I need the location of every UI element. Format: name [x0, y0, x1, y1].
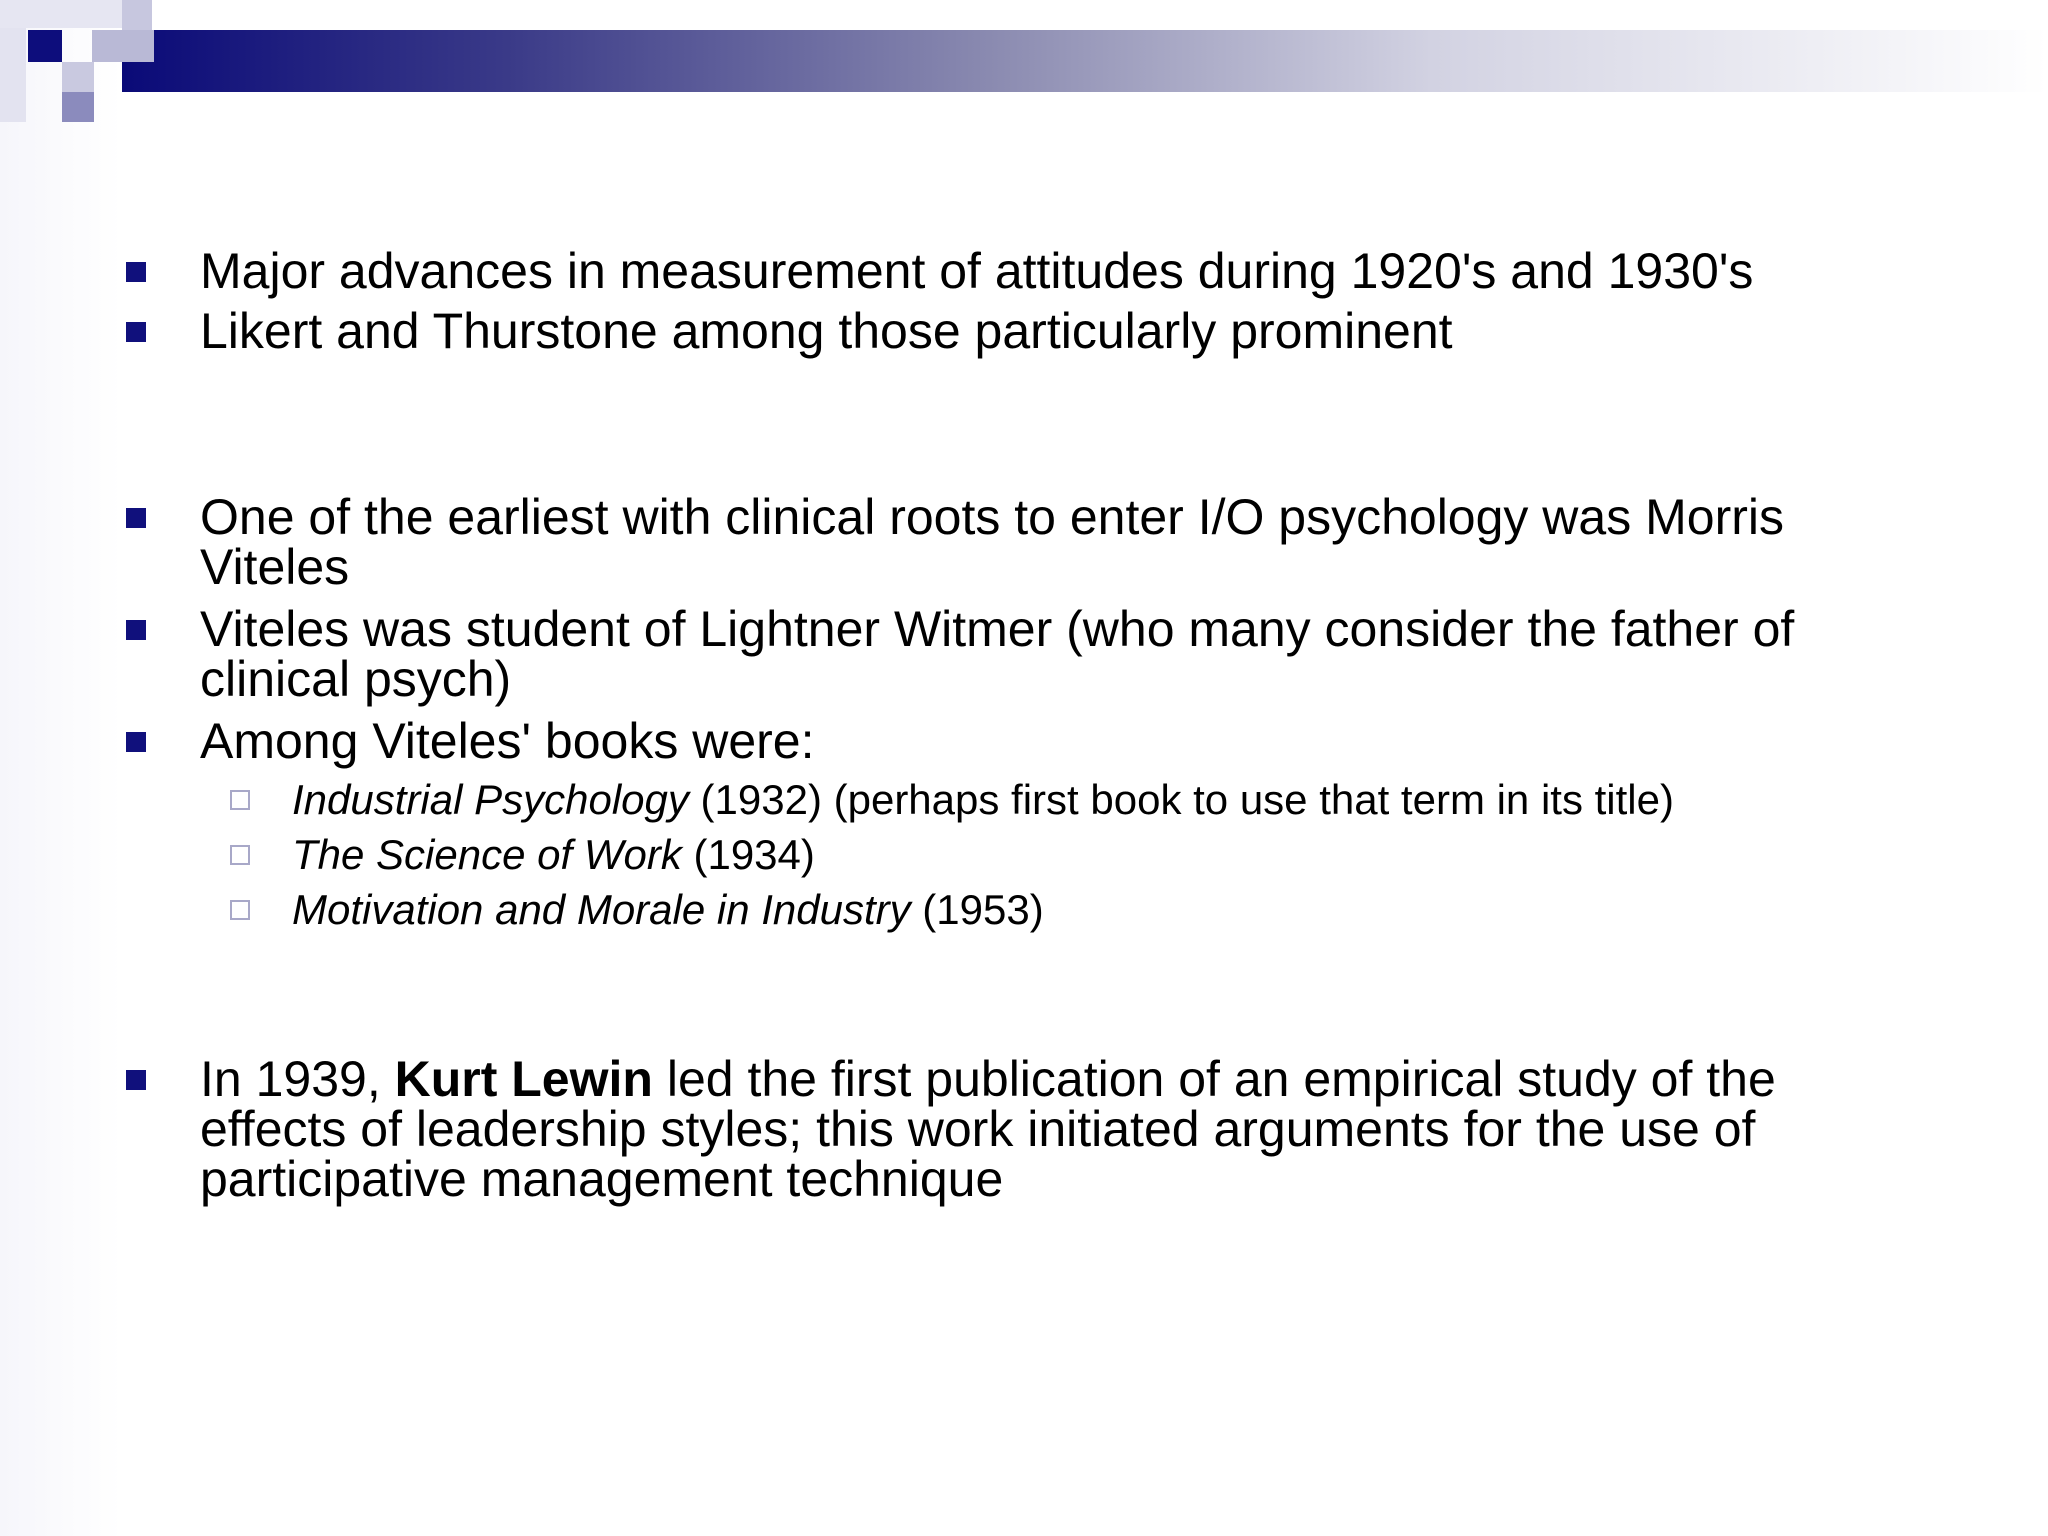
square-bullet-icon: [126, 620, 146, 640]
square-bullet-icon: [126, 322, 146, 342]
hollow-square-bullet-icon: [230, 790, 250, 810]
square-bullet-icon: [126, 508, 146, 528]
list-item: [200, 303, 1920, 359]
bullet-text: Among Viteles' books were:: [200, 713, 815, 769]
bullet-text-line: Viteles: [200, 539, 350, 595]
sub-list-item: [292, 776, 1932, 824]
bullet-text-line: Viteles was student of Lightner Witmer (who many consider the father of: [200, 601, 1795, 657]
list-item: [200, 243, 1920, 299]
square-bullet-icon: [126, 262, 146, 282]
bullet-text-prefix: In 1939,: [200, 1051, 395, 1107]
bullet-text-line: participative management technique: [200, 1151, 1004, 1207]
square-bullet-icon: [126, 1070, 146, 1090]
bullet-text-rest: led the first publication of an empirical study of the: [652, 1051, 1776, 1107]
bullet-text-line: [200, 1051, 1920, 1107]
bullet-text-line: clinical psych): [200, 651, 512, 707]
book-detail: (1932) (perhaps first book to use that term in its title): [688, 776, 1674, 823]
bullet-text-line: effects of leadership styles; this work initiated arguments for the use of: [200, 1101, 1756, 1157]
book-detail: (1934): [681, 831, 815, 878]
hollow-square-bullet-icon: [230, 845, 250, 865]
book-title: Industrial Psychology: [292, 776, 689, 823]
book-title: The Science of Work: [292, 831, 682, 878]
bullet-text-bold: Kurt Lewin: [394, 1051, 653, 1107]
sub-list-item: [292, 831, 1932, 879]
list-item: [200, 601, 1920, 707]
list-item: [200, 713, 1920, 769]
list-item: [200, 489, 1920, 595]
hollow-square-bullet-icon: [230, 900, 250, 920]
book-title: Motivation and Morale in Industry: [292, 886, 911, 933]
book-detail: (1953): [910, 886, 1044, 933]
bullet-text: Likert and Thurstone among those particularly prominent: [200, 303, 1453, 359]
square-bullet-icon: [126, 732, 146, 752]
bullet-text-line: One of the earliest with clinical roots to enter I/O psychology was Morris: [200, 489, 1784, 545]
bullet-text: Major advances in measurement of attitudes during 1920's and 1930's: [200, 243, 1754, 299]
sub-list-item: [292, 886, 1932, 934]
list-item: [200, 1051, 1920, 1207]
